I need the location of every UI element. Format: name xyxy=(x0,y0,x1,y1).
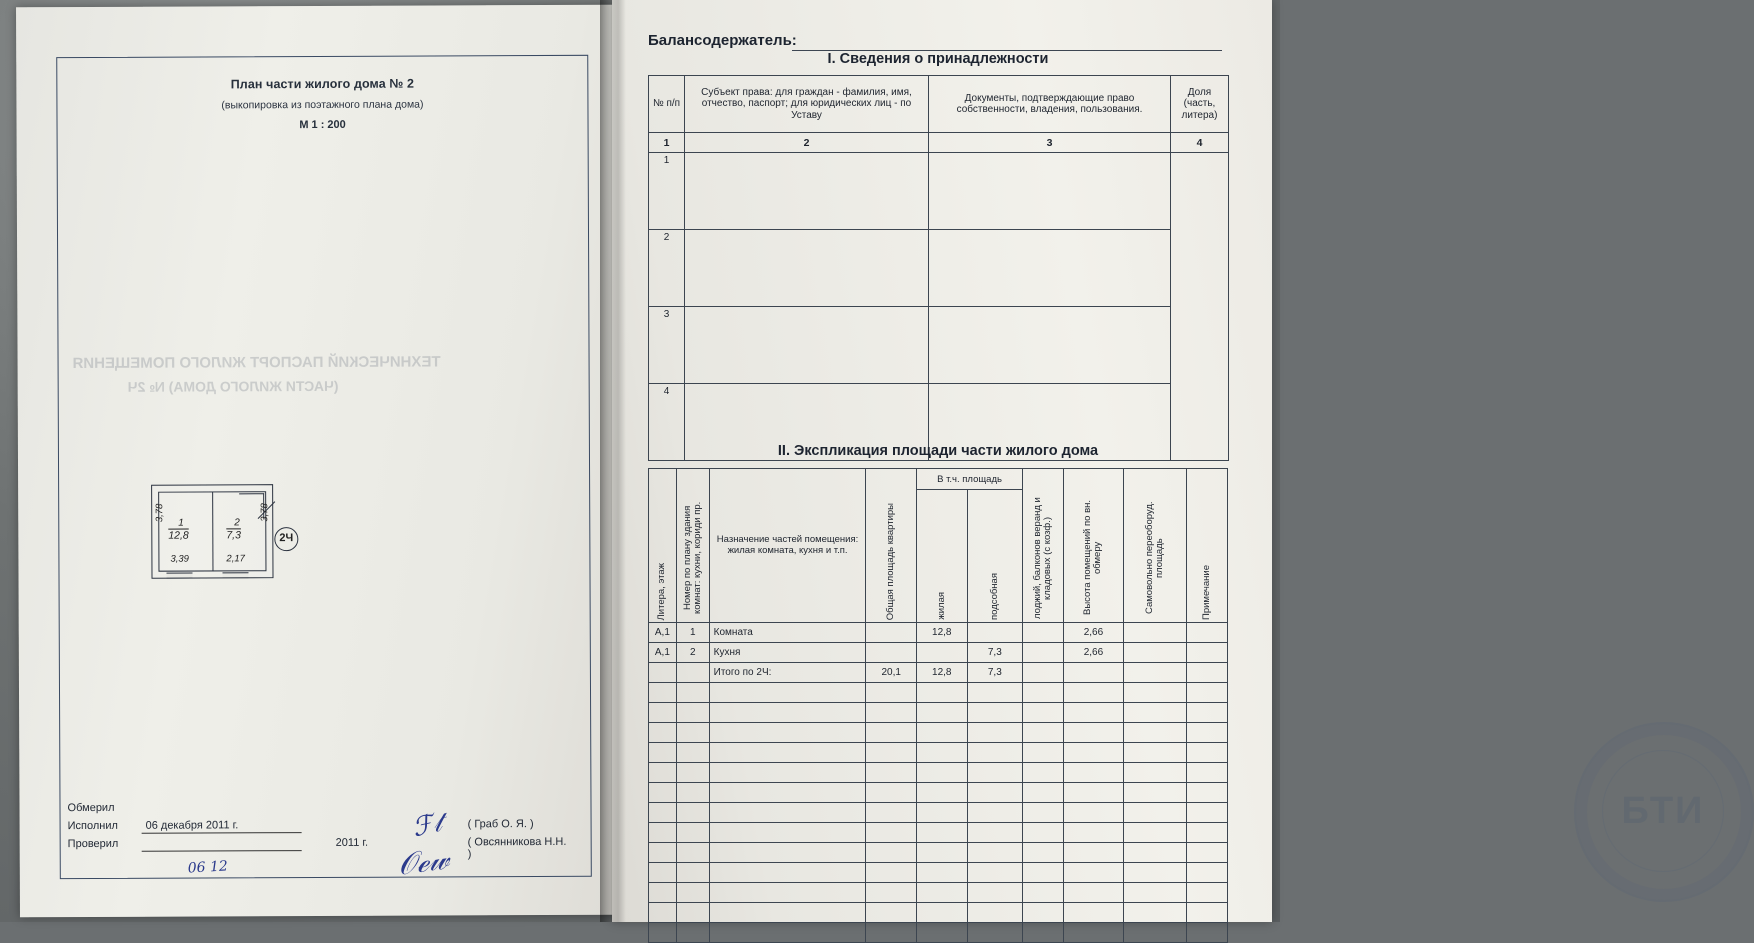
cell-litera: А,1 xyxy=(649,623,677,643)
official-stamp xyxy=(1574,722,1754,902)
cell-empty xyxy=(916,903,967,923)
cell-empty xyxy=(676,923,709,943)
cell-empty xyxy=(649,903,677,923)
empty-rows-body xyxy=(649,683,1228,943)
cell-empty xyxy=(866,703,917,723)
cell-empty xyxy=(967,903,1023,923)
cell-empty xyxy=(1023,863,1063,883)
table-row xyxy=(649,153,1229,230)
row-subject xyxy=(685,230,929,307)
cell-empty xyxy=(1124,903,1187,923)
cell-empty xyxy=(967,843,1023,863)
header-share: Доля (часть, литера) xyxy=(1171,76,1229,133)
cell-empty xyxy=(1063,803,1124,823)
cell-empty xyxy=(1023,743,1063,763)
cell-height xyxy=(1063,663,1124,683)
cell-balcony xyxy=(1023,623,1063,643)
row-documents xyxy=(929,153,1171,230)
cell-total: 20,1 xyxy=(866,663,917,683)
cell-empty xyxy=(1063,883,1124,903)
cell-empty xyxy=(676,823,709,843)
header-documents: Документы, подтверждающие право собственности, владения, пользования. xyxy=(929,76,1171,133)
table-header-row xyxy=(649,76,1229,133)
cell-litera: А,1 xyxy=(649,643,677,663)
cell-empty xyxy=(649,803,677,823)
cell-empty xyxy=(866,923,917,943)
table-empty-row xyxy=(649,683,1228,703)
room1-width-dim: 3,39 xyxy=(170,553,189,565)
row-index: 4 xyxy=(649,384,685,461)
cell-balcony xyxy=(1023,643,1063,663)
cell-height: 2,66 xyxy=(1063,623,1124,643)
plan-title: План части жилого дома № 2 xyxy=(230,76,415,92)
cell-empty xyxy=(916,763,967,783)
cell-empty xyxy=(1023,703,1063,723)
cell-empty xyxy=(649,823,677,843)
cell-empty xyxy=(709,883,866,903)
header-note: Примечание xyxy=(1187,469,1228,623)
cell-purpose: Кухня xyxy=(709,643,866,663)
cell-empty xyxy=(1187,843,1228,863)
cell-empty xyxy=(916,923,967,943)
cell-empty xyxy=(676,803,709,823)
table-row xyxy=(649,307,1229,384)
cell-empty xyxy=(1063,723,1124,743)
row-subject xyxy=(685,307,929,384)
cell-room-number: 1 xyxy=(676,623,709,643)
cell-empty xyxy=(866,783,917,803)
cell-empty xyxy=(1124,843,1187,863)
cell-empty xyxy=(1187,743,1228,763)
table-empty-row xyxy=(649,703,1228,723)
cell-empty xyxy=(916,803,967,823)
header-room-number: Номер по плану здания комнат: кухни, кориди пр. xyxy=(676,469,709,623)
cell-empty xyxy=(1187,763,1228,783)
header-ceiling-height: Высота помещений по вн. обмеру xyxy=(1063,469,1124,623)
section-1-title: I. Сведения о принадлежности xyxy=(827,51,1049,67)
cell-empty xyxy=(1023,803,1063,823)
table-total-row xyxy=(649,663,1228,683)
cell-empty xyxy=(1187,883,1228,903)
cell-note xyxy=(1187,663,1228,683)
colnum-3: 3 xyxy=(929,133,1171,153)
cell-note xyxy=(1187,643,1228,663)
checked-row xyxy=(67,835,568,883)
room2-area: 7,3 xyxy=(226,529,241,542)
header-index: № п/п xyxy=(649,76,685,133)
cell-empty xyxy=(1187,703,1228,723)
cell-empty xyxy=(866,863,917,883)
room2-width-dim: 2,17 xyxy=(226,553,245,565)
cell-empty xyxy=(1124,863,1187,883)
floor-plan-drawing xyxy=(151,484,273,579)
row-index: 3 xyxy=(649,307,685,384)
cell-empty xyxy=(1063,683,1124,703)
cell-empty xyxy=(709,903,866,923)
cell-empty xyxy=(967,863,1023,883)
cell-empty xyxy=(1124,803,1187,823)
window-icon xyxy=(222,572,248,578)
cell-empty xyxy=(709,743,866,763)
cell-empty xyxy=(1023,843,1063,863)
section-2-title: II. Экспликация площади части жилого дома xyxy=(777,443,1099,459)
signature-mark: ℱ𝓉 xyxy=(409,807,445,844)
cell-empty xyxy=(1124,783,1187,803)
cell-empty xyxy=(916,783,967,803)
checked-label: Проверил xyxy=(67,837,119,851)
cell-empty xyxy=(866,903,917,923)
row-documents xyxy=(929,307,1171,384)
cell-total xyxy=(866,643,917,663)
cell-empty xyxy=(916,863,967,883)
cell-empty xyxy=(676,863,709,883)
header-litera-floor: Литера, этаж xyxy=(649,469,677,623)
bleed-through-title: ТЕХНИЧЕСКИЙ ПАСПОРТ ЖИЛОГО ПОМЕЩЕНИЯ xyxy=(72,353,441,373)
cell-empty xyxy=(709,843,866,863)
cell-balcony xyxy=(1023,663,1063,683)
cell-empty xyxy=(967,883,1023,903)
cell-empty xyxy=(1023,883,1063,903)
checked-name: ( Овсянникова Н.Н. ) xyxy=(467,835,567,861)
cell-empty xyxy=(866,823,917,843)
cell-empty xyxy=(649,883,677,903)
cell-empty xyxy=(1023,823,1063,843)
header-unauthorized-area: Самовольно переоборуд. площадь xyxy=(1124,469,1187,623)
cell-empty xyxy=(866,883,917,903)
cell-empty xyxy=(916,723,967,743)
handwritten-date: 06 12 xyxy=(187,858,229,877)
row-share xyxy=(1171,153,1229,461)
cell-empty xyxy=(709,783,866,803)
cell-empty xyxy=(967,783,1023,803)
table-empty-row xyxy=(649,763,1228,783)
cell-empty xyxy=(916,843,967,863)
cell-empty xyxy=(1187,783,1228,803)
column-number-row xyxy=(649,133,1229,153)
cell-empty xyxy=(1023,903,1063,923)
cell-empty xyxy=(709,763,866,783)
cell-auxiliary: 7,3 xyxy=(967,643,1023,663)
row-subject xyxy=(685,153,929,230)
balance-holder-label: Балансодержатель: xyxy=(648,32,797,49)
cell-empty xyxy=(1063,763,1124,783)
cell-empty xyxy=(866,803,917,823)
table-empty-row xyxy=(649,843,1228,863)
cell-height: 2,66 xyxy=(1063,643,1124,663)
cell-empty xyxy=(866,743,917,763)
cell-total xyxy=(866,623,917,643)
plan-subtitle: (выкопировка из поэтажного плана дома) xyxy=(221,98,424,112)
plan-scale: М 1 : 200 xyxy=(299,118,346,132)
cell-litera xyxy=(649,663,677,683)
room2-height-dim: 3,78 xyxy=(259,503,271,522)
cell-empty xyxy=(967,823,1023,843)
cell-empty xyxy=(1124,683,1187,703)
cell-empty xyxy=(709,863,866,883)
colnum-2: 2 xyxy=(685,133,929,153)
cell-empty xyxy=(1124,723,1187,743)
signature-mark: 𝒪ℯ𝓌 xyxy=(395,841,452,883)
cell-empty xyxy=(916,883,967,903)
table-empty-row xyxy=(649,823,1228,843)
cell-empty xyxy=(676,783,709,803)
right-page xyxy=(612,0,1705,922)
cell-empty xyxy=(1124,883,1187,903)
cell-empty xyxy=(866,843,917,863)
checked-blank xyxy=(142,837,302,852)
cell-empty xyxy=(1023,923,1063,943)
measured-row xyxy=(67,800,567,820)
table-empty-row xyxy=(649,903,1228,923)
cell-empty xyxy=(1187,803,1228,823)
cell-empty xyxy=(916,823,967,843)
bleed-through-subtitle: (ЧАСТИ ЖИЛОГО ДОМА) № 2Ч xyxy=(127,377,339,395)
table-empty-row xyxy=(649,883,1228,903)
area-explication-table xyxy=(648,468,1228,943)
cell-empty xyxy=(709,723,866,743)
cell-empty xyxy=(649,783,677,803)
cell-empty xyxy=(676,883,709,903)
cell-empty xyxy=(967,803,1023,823)
cell-empty xyxy=(1187,863,1228,883)
cell-empty xyxy=(967,743,1023,763)
table-empty-row xyxy=(649,783,1228,803)
cell-empty xyxy=(676,703,709,723)
cell-empty xyxy=(1063,783,1124,803)
cell-empty xyxy=(1023,683,1063,703)
cell-empty xyxy=(649,863,677,883)
cell-purpose: Итого по 2Ч: xyxy=(709,663,866,683)
room1-height-dim: 3,78 xyxy=(154,503,166,523)
cell-empty xyxy=(676,763,709,783)
cell-empty xyxy=(709,683,866,703)
cell-empty xyxy=(967,923,1023,943)
cell-empty xyxy=(649,723,677,743)
cell-empty xyxy=(1124,763,1187,783)
cell-empty xyxy=(709,823,866,843)
plan-frame xyxy=(56,55,592,879)
cell-empty xyxy=(967,763,1023,783)
cell-auxiliary xyxy=(967,623,1023,643)
header-purpose: Назначение частей помещения: жилая комната, кухня и т.п. xyxy=(709,469,866,623)
row-documents xyxy=(929,230,1171,307)
cell-empty xyxy=(1187,823,1228,843)
window-icon xyxy=(166,573,192,579)
cell-empty xyxy=(916,743,967,763)
cell-unauthorized xyxy=(1124,623,1187,643)
cell-empty xyxy=(1063,823,1124,843)
stamp-text: БТИ xyxy=(1602,750,1724,872)
room2-number: 2 xyxy=(234,517,240,529)
cell-empty xyxy=(676,843,709,863)
cell-empty xyxy=(1063,863,1124,883)
table-row xyxy=(649,623,1228,643)
cell-empty xyxy=(1023,723,1063,743)
cell-empty xyxy=(967,703,1023,723)
header-living-area: жилая xyxy=(916,490,967,623)
cell-empty xyxy=(1063,703,1124,723)
table-empty-row xyxy=(649,743,1228,763)
room1-area: 12,8 xyxy=(168,529,189,542)
cell-empty xyxy=(649,923,677,943)
table-row xyxy=(649,643,1228,663)
cell-empty xyxy=(649,683,677,703)
cell-note xyxy=(1187,623,1228,643)
cell-empty xyxy=(866,763,917,783)
header-auxiliary-area: подсобная xyxy=(967,490,1023,623)
cell-empty xyxy=(916,683,967,703)
cell-empty xyxy=(649,763,677,783)
cell-unauthorized xyxy=(1124,643,1187,663)
cell-empty xyxy=(676,723,709,743)
table-empty-row xyxy=(649,923,1228,943)
cell-living: 12,8 xyxy=(916,663,967,683)
measured-label: Обмерил xyxy=(67,801,115,815)
header-group-included-area: В т.ч. площадь xyxy=(916,469,1022,490)
table-row xyxy=(649,230,1229,307)
cell-empty xyxy=(1063,843,1124,863)
header-subject: Субъект права: для граждан - фамилия, имя, отчество, паспорт; для юридических лиц - по Уставу xyxy=(685,76,929,133)
cell-empty xyxy=(916,703,967,723)
table-empty-row xyxy=(649,723,1228,743)
cell-empty xyxy=(967,683,1023,703)
cell-empty xyxy=(709,803,866,823)
cell-empty xyxy=(866,683,917,703)
cell-empty xyxy=(1124,703,1187,723)
cell-empty xyxy=(967,723,1023,743)
cell-empty xyxy=(709,923,866,943)
cell-empty xyxy=(1187,723,1228,743)
cell-empty xyxy=(1187,923,1228,943)
cell-auxiliary: 7,3 xyxy=(967,663,1023,683)
cell-empty xyxy=(649,743,677,763)
cell-empty xyxy=(1023,763,1063,783)
cell-empty xyxy=(1187,903,1228,923)
cell-empty xyxy=(676,743,709,763)
cell-empty xyxy=(1063,903,1124,923)
table2-group-header-row xyxy=(649,469,1228,490)
ownership-table xyxy=(648,75,1229,461)
cell-empty xyxy=(649,703,677,723)
cell-empty xyxy=(1023,783,1063,803)
cell-empty xyxy=(649,843,677,863)
cell-room-number xyxy=(676,663,709,683)
cell-living: 12,8 xyxy=(916,623,967,643)
cell-empty xyxy=(866,723,917,743)
table-empty-row xyxy=(649,803,1228,823)
performed-name: ( Граб О. Я. ) xyxy=(467,818,534,831)
cell-purpose: Комната xyxy=(709,623,866,643)
cell-empty xyxy=(1124,743,1187,763)
cell-empty xyxy=(676,683,709,703)
checked-year: 2011 г. xyxy=(335,836,369,849)
cell-empty xyxy=(1124,823,1187,843)
cell-unauthorized xyxy=(1124,663,1187,683)
cell-room-number: 2 xyxy=(676,643,709,663)
performed-date: 06 декабря 2011 г. xyxy=(142,819,302,834)
header-balcony-area: лоджий, балконов веранд и кладовых (с козф.) xyxy=(1023,469,1063,623)
signature-block xyxy=(67,800,567,883)
header-total-area: Общая площадь квартиры xyxy=(866,469,917,623)
colnum-1: 1 xyxy=(649,133,685,153)
plan-part-badge: 2Ч xyxy=(274,527,298,551)
performed-label: Исполнил xyxy=(67,819,118,833)
cell-empty xyxy=(1063,923,1124,943)
left-page xyxy=(16,5,616,918)
cell-empty xyxy=(709,703,866,723)
cell-empty xyxy=(676,903,709,923)
table-empty-row xyxy=(649,863,1228,883)
row-index: 2 xyxy=(649,230,685,307)
colnum-4: 4 xyxy=(1171,133,1229,153)
room1-number: 1 xyxy=(178,517,184,529)
cell-living xyxy=(916,643,967,663)
row-index: 1 xyxy=(649,153,685,230)
cell-empty xyxy=(1187,683,1228,703)
cell-empty xyxy=(1124,923,1187,943)
cell-empty xyxy=(1063,743,1124,763)
